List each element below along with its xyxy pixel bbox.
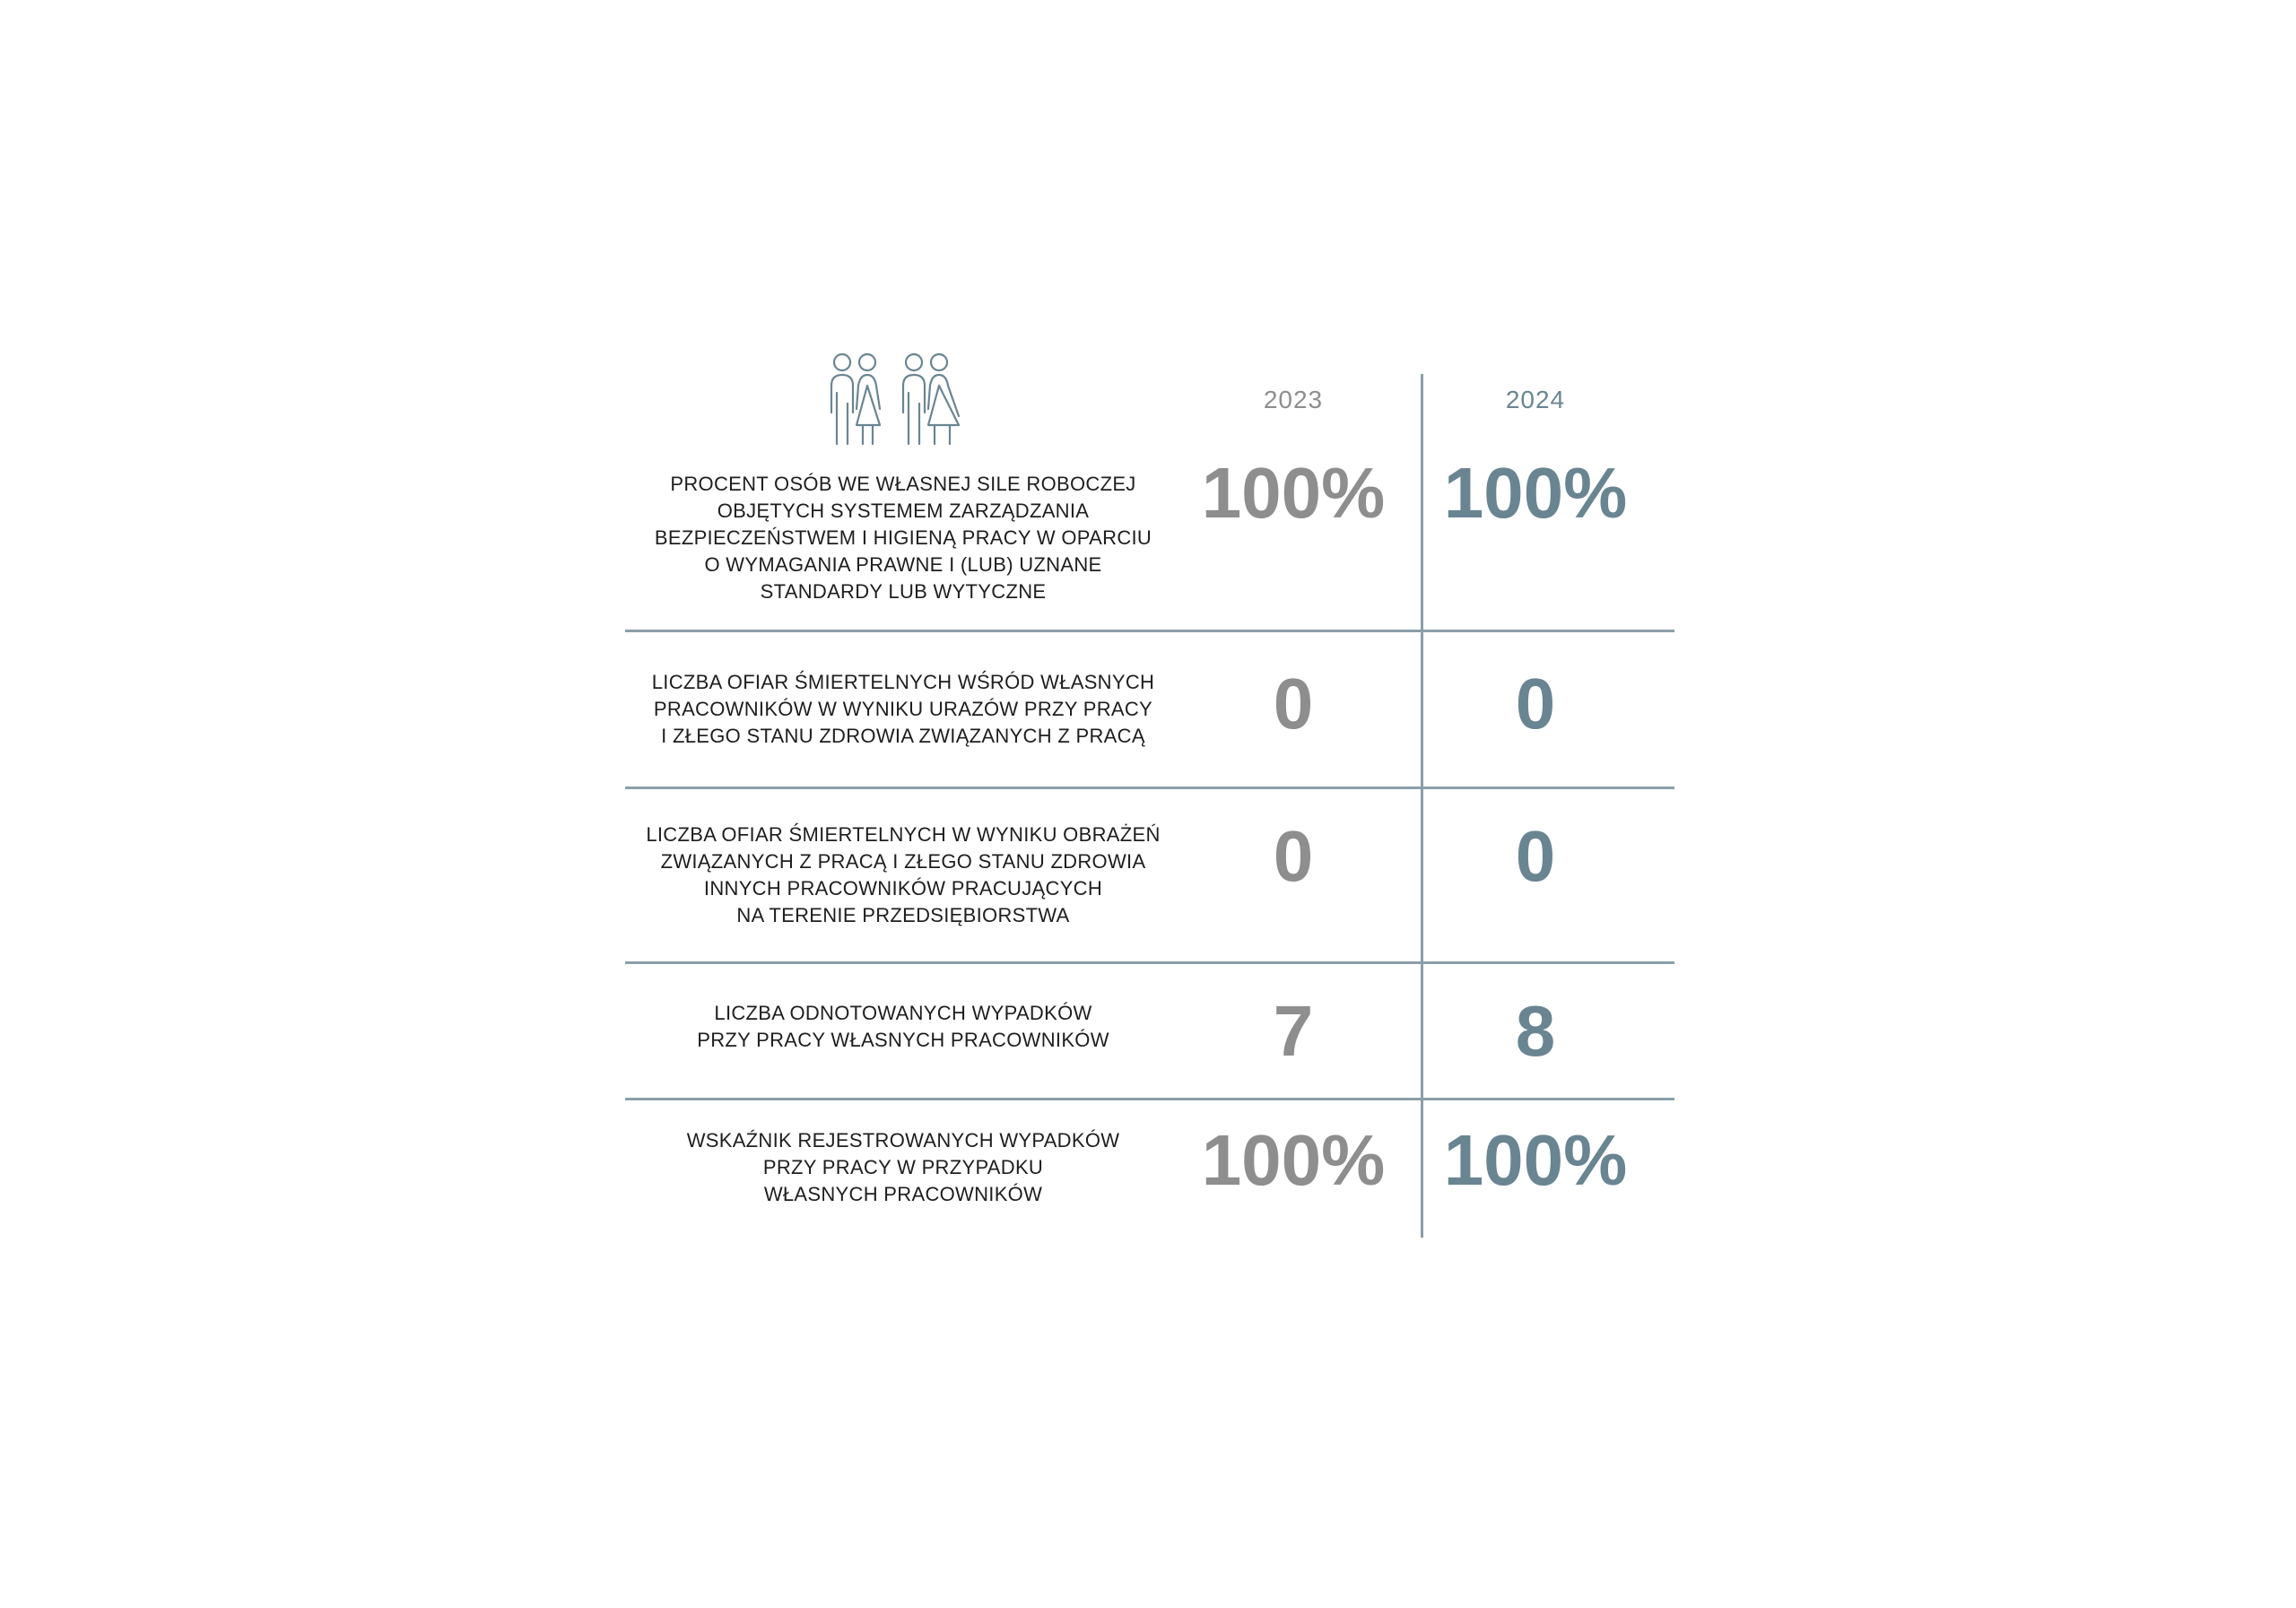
table-row — [625, 632, 1674, 787]
table-row — [625, 350, 1674, 630]
value-2023: 0 — [1273, 816, 1314, 896]
table-row — [625, 964, 1674, 1098]
table-row — [625, 789, 1674, 961]
value-2023: 0 — [1273, 664, 1314, 743]
row-label: LICZBA OFIAR ŚMIERTELNYCH WŚRÓD WŁASNYCH PRACOWNIKÓW W WYNIKU URAZÓW PRZY PRACY I ZŁEGO STANU ZDROWIA ZWIĄZANYCH Z PRACĄ — [651, 671, 1155, 747]
ohs-table — [625, 350, 1674, 1238]
value-2024: 0 — [1515, 816, 1556, 896]
table-row — [625, 1100, 1674, 1238]
value-2024: 100% — [1443, 453, 1628, 533]
row-label: LICZBA ODNOTOWANYCH WYPADKÓW PRZY PRACY WŁASNYCH PRACOWNIKÓW — [697, 1002, 1109, 1051]
year-2024-header: 2024 — [1505, 386, 1566, 413]
value-2023: 100% — [1201, 1120, 1386, 1200]
value-2024: 100% — [1443, 1120, 1628, 1200]
value-2023: 100% — [1201, 453, 1386, 533]
row-label: PROCENT OSÓB WE WŁASNEJ SILE ROBOCZEJ OBJĘTYCH SYSTEMEM ZARZĄDZANIA BEZPIECZEŃSTWEM I HIGIENĄ PRACY W OPARCIU O WYMAGANIA PRAWNE I (LUB) UZNANE STANDARDY LUB WYTYCZNE — [654, 473, 1152, 603]
year-2023-header: 2023 — [1263, 386, 1324, 413]
row-label: LICZBA OFIAR ŚMIERTELNYCH W WYNIKU OBRAŻEŃ ZWIĄZANYCH Z PRACĄ I ZŁEGO STANU ZDROWIA INNYCH PRACOWNIKÓW PRACUJĄCYCH NA TERENIE PRZEDSIĘBIORSTWA — [646, 823, 1161, 926]
value-2024: 0 — [1515, 664, 1556, 743]
row-label: WSKAŹNIK REJESTROWANYCH WYPADKÓW PRZY PRACY W PRZYPADKU WŁASNYCH PRACOWNIKÓW — [686, 1129, 1120, 1205]
value-2024: 8 — [1515, 991, 1556, 1071]
value-2023: 7 — [1273, 991, 1314, 1071]
